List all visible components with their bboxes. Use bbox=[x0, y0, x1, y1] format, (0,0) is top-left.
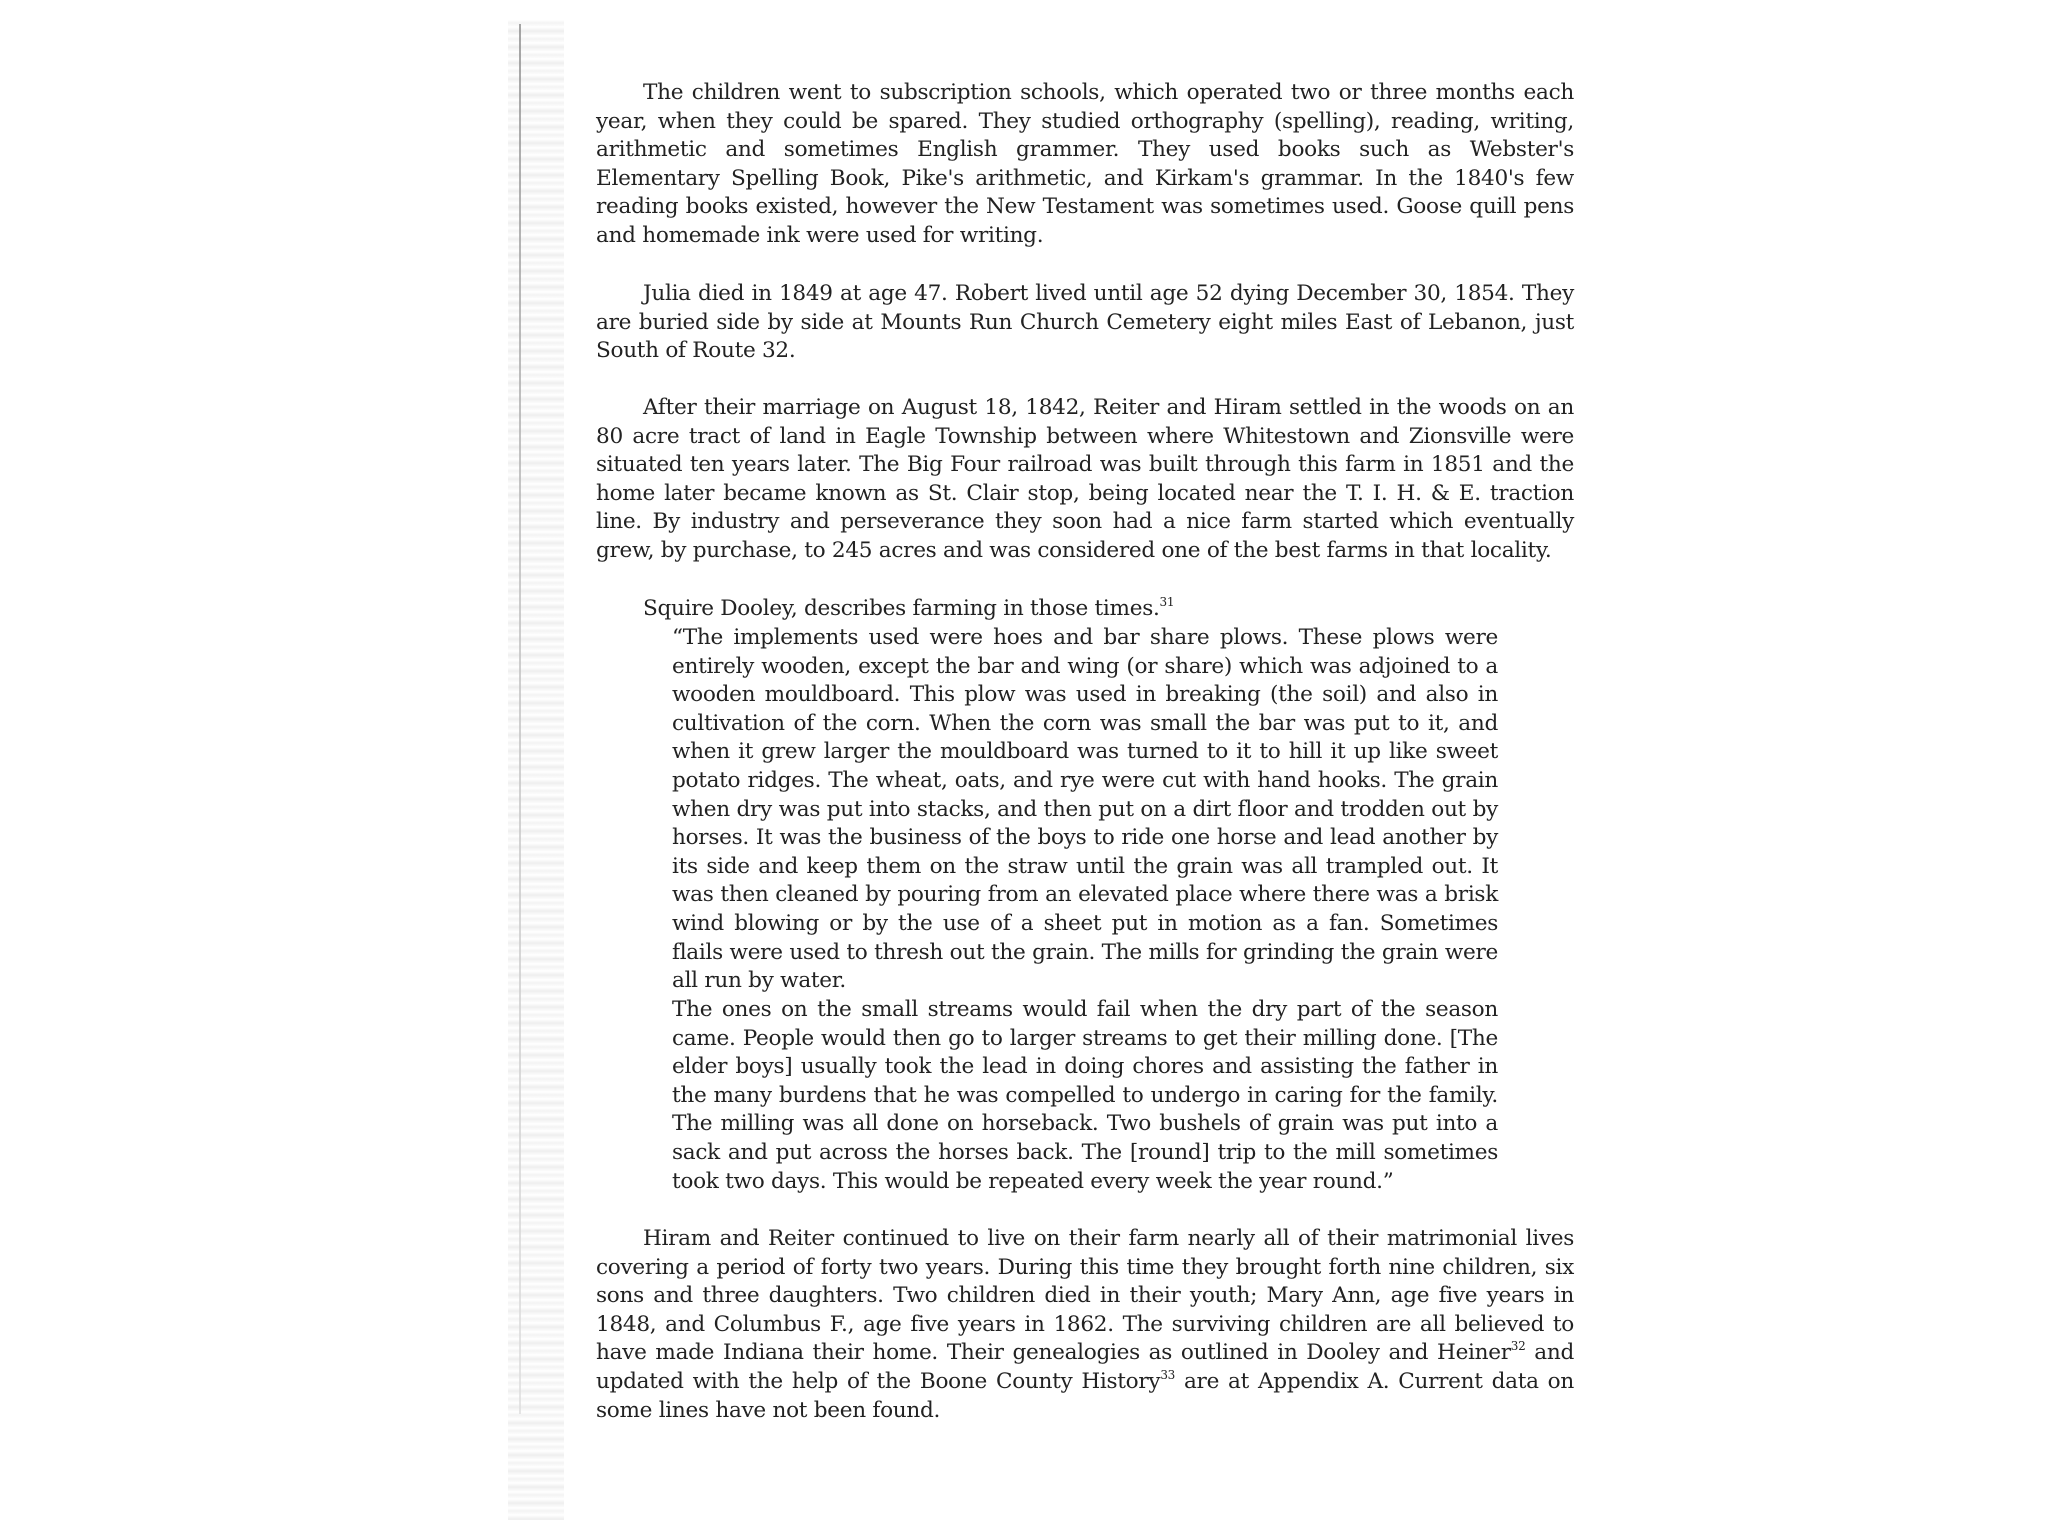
footnote-ref-32: 32 bbox=[1510, 1339, 1526, 1354]
footnote-ref-31: 31 bbox=[1159, 595, 1175, 609]
paragraph-schools-text: The children went to subscription schools, which operated two or three months each year, when they could be spared. They studied orthography (spelling), reading, writing, arithmetic and sometimes English grammer. They used books such as Webster's Elementary Spelling Book, Pike's arithmetic, and Kirkam's grammar. In the 1840's few reading books existed, however the New Testament was sometimes used. Goose quill pens and homemade ink were used for writing. bbox=[596, 80, 1574, 248]
paragraph-julia-robert-text: Julia died in 1849 at age 47. Robert lived until age 52 dying December 30, 1854. They are buried side by side at Mounts Run Church Cemetery eight miles East of Lebanon, just South of Route 32. bbox=[596, 281, 1574, 364]
paragraph-family-part-b: and updated with the help of the Boone County History bbox=[596, 1340, 1574, 1394]
paragraph-family-part-c: are at Appendix A. Current data on some lines have not been found. bbox=[596, 1368, 1574, 1423]
block-quote-part-2: The ones on the small streams would fail when the dry part of the season came. People would then go to larger streams to get their milling done. [The elder boys] usually took the lead in doing chores and assisting the father in the many burdens that he was compelled to undergo in caring for the family. The milling was all done on horseback. Two bushels of grain was put into a sack and put across the horses back. The [round] trip to the mill sometimes took two days. This would be repeated every week the year round.” bbox=[672, 997, 1498, 1194]
scan-binding-edge bbox=[508, 20, 564, 1520]
footnote-ref-33: 33 bbox=[1160, 1367, 1175, 1382]
quote-intro-text: Squire Dooley, describes farming in those times. bbox=[643, 596, 1160, 621]
paragraph-julia-robert bbox=[596, 280, 1574, 366]
paragraph-marriage-text: After their marriage on August 18, 1842, Reiter and Hiram settled in the woods on an 80 acre tract of land in Eagle Township between where Whitestown and Zionsville were situated ten years later. The Big Four railroad was built through this farm in 1851 and the home later became known as St. Clair stop, being located near the T. I. H. & E. traction line. By industry and perseverance they soon had a nice farm started which eventually grew, by purchase, to 245 acres and was considered one of the best farms in that locality. bbox=[596, 395, 1574, 563]
block-quote-part-1: “The implements used were hoes and bar share plows. These plows were entirely wooden, except the bar and wing (or share) which was adjoined to a wooden mouldboard. This plow was used in breaking (the soil) and also in cultivation of the corn. When the corn was small the bar was put to it, and when it grew larger the mouldboard was turned to it to hill it up like sweet potato ridges. The wheat, oats, and rye were cut with hand hooks. The grain when dry was put into stacks, and then put on a dirt floor and trodden out by horses. It was the business of the boys to ride one horse and lead another by its side and keep them on the straw until the grain was all trampled out. It was then cleaned by pouring from an elevated place where there was a brisk wind blowing or by the use of a sheet put in motion as a fan. Sometimes flails were used to thresh out the grain. The mills for grinding the grain were all run by water. bbox=[672, 625, 1498, 994]
paragraph-family-part-a: Hiram and Reiter continued to live on their farm nearly all of their matrimonial lives covering a period of forty two years. During this time they brought forth nine children, six sons and three daughters. Two children died in their youth; Mary Ann, age five years in 1848, and Columbus F., age five years in 1862. The surviving children are all believed to have made Indiana their home. Their genealogies as outlined in Dooley and Heiner bbox=[596, 1226, 1574, 1366]
paragraph-family bbox=[596, 1225, 1574, 1425]
quote-intro bbox=[643, 595, 1543, 624]
paragraph-family-text bbox=[596, 1225, 1574, 1425]
scan-edge-line bbox=[519, 24, 521, 1414]
paragraph-schools bbox=[596, 79, 1574, 251]
paragraph-marriage bbox=[596, 394, 1574, 566]
